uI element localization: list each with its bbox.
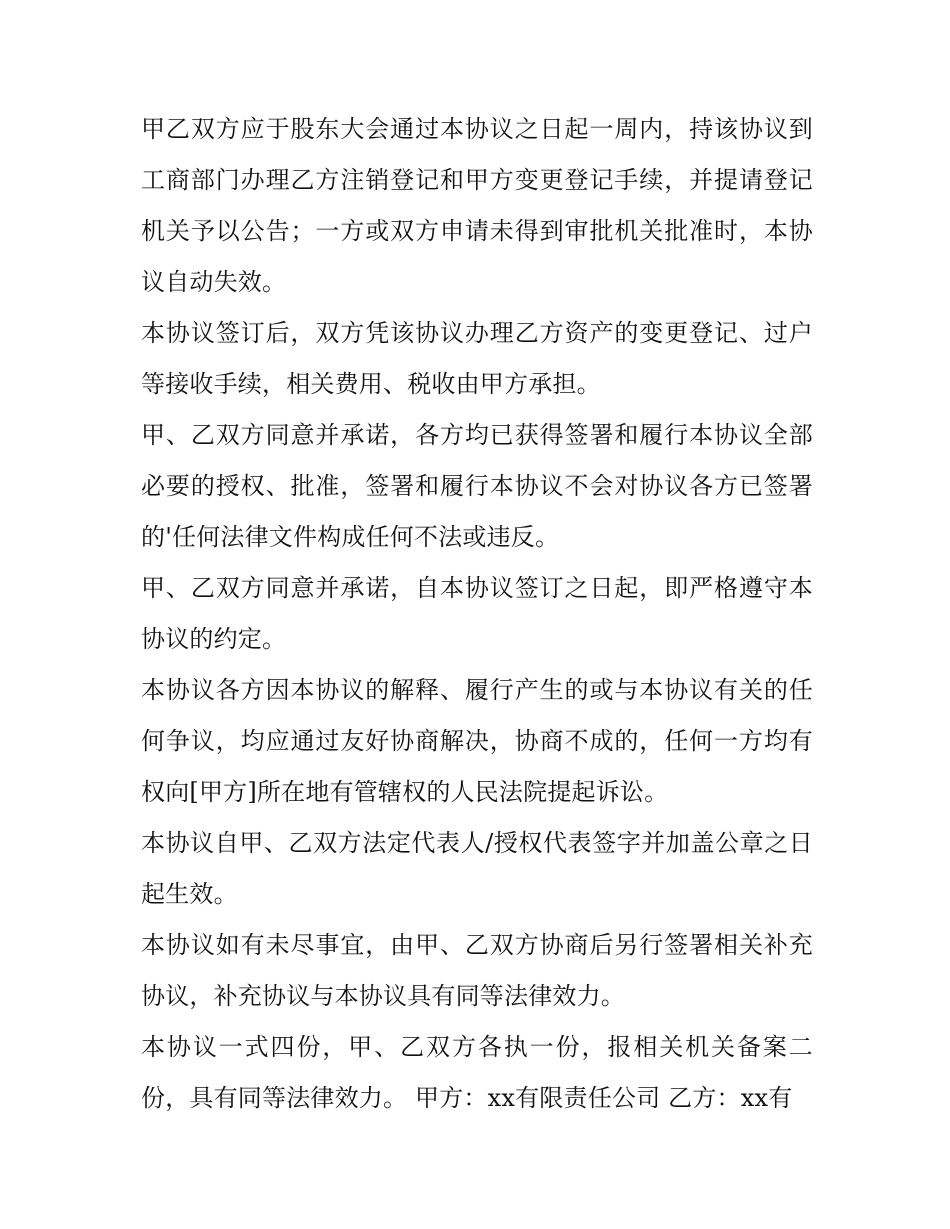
paragraph-compliance: 甲、乙双方同意并承诺，自本协议签订之日起，即严格遵守本协议的约定。 [141,574,813,653]
paragraph-copies-signatures: 本协议一式四份，甲、乙双方各执一份，报相关机关备案二份，具有同等法律效力。 甲方：xx有限责任公司 乙方：xx有 [141,1033,813,1112]
paragraph-effective: 本协议自甲、乙双方法定代表人/授权代表签字并加盖公章之日起生效。 [141,829,813,908]
document-body [141,104,813,1124]
paragraph-dispute: 本协议各方因本协议的解释、履行产生的或与本协议有关的任何争议，均应通过友好协商解决，协商不成的，任何一方均有权向[甲方]所在地有管辖权的人民法院提起诉讼。 [141,676,813,806]
paragraph-registration: 甲乙双方应于股东大会通过本协议之日起一周内，持该协议到工商部门办理乙方注销登记和甲方变更登记手续，并提请登记机关予以公告；一方或双方申请未得到审批机关批准时，本协议自动失效。 [141,115,813,296]
paragraph-authorization: 甲、乙双方同意并承诺，各方均已获得签署和履行本协议全部必要的授权、批准，签署和履行本协议不会对协议各方已签署的'任何法律文件构成任何不法或违反。 [141,421,813,551]
paragraph-supplement: 本协议如有未尽事宜，由甲、乙双方协商后另行签署相关补充协议，补充协议与本协议具有同等法律效力。 [141,931,813,1010]
paragraph-asset-transfer: 本协议签订后，双方凭该协议办理乙方资产的变更登记、过户等接收手续，相关费用、税收由甲方承担。 [141,319,813,398]
